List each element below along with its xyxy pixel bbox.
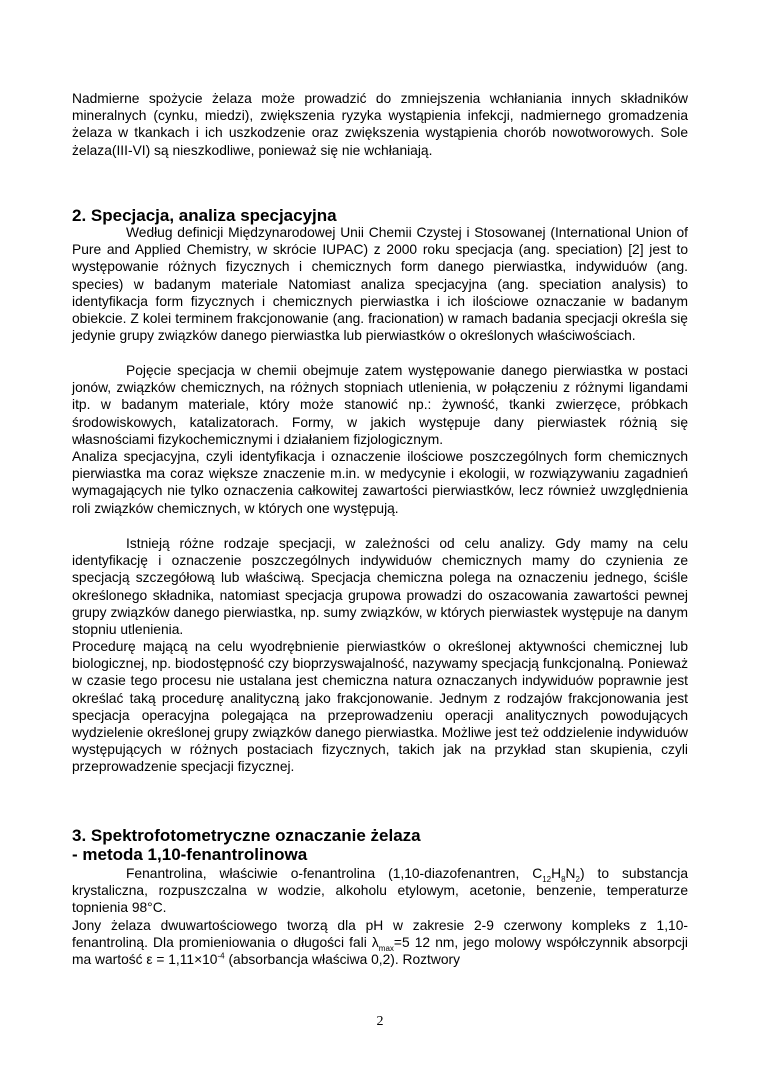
section-2-paragraph-1 — [72, 224, 688, 344]
complex-text-a: Jony żelaza dwuwartościowego tworzą dla pH w zakresie 2-9 czerwony kompleks z 1,10-fenantroliną. Dla promieniowania o długości fali λ — [72, 918, 688, 951]
section-2-paragraph-5: Procedurę mającą na celu wyodrębnienie pierwiastków o określonej aktywności chemicznej lub biologicznej, np. biodostępność czy bioprzyswajalność, nazywamy specjacją funkcjonalną. Ponieważ w czasie tego procesu nie ustalana jest chemiczna natura oznaczanych indywiduów poprawnie jest określać taką procedurę analityczną jako frakcjonowanie. Jednym z rodzajów frakcjonowania jest specjacja operacyjna polegająca na przeprowadzeniu operacji analitycznych powodujących wydzielenie określonej grupy związków danego pierwiastka. Możliwe jest też oddzielenie indywiduów występujących w różnych postaciach fizycznych, takich jak na przykład stan skupienia, czyli przeprowadzenie specjacji fizycznej. — [72, 639, 688, 775]
fenantrolina-text-b: H — [551, 866, 562, 881]
section-3-heading-line-2: - metoda 1,10-fenantrolinowa — [72, 845, 308, 864]
section-2-paragraph-2 — [72, 362, 688, 448]
formula-subscript: 12 — [542, 874, 552, 884]
intro-paragraph: Nadmierne spożycie żelaza może prowadzić do zmniejszenia wchłaniania innych składników mineralnych (cynku, miedzi), zwiększenia ryzyka wystąpienia infekcji, nadmiernego gromadzenia żelaza w tkankach i ich uszkodzenie oraz zwiększenia wystąpienia chorób nowotworowych. Sole żelaza(III-VI) są nieszkodliwe, ponieważ się nie wchłaniają. — [72, 91, 688, 158]
fenantrolina-text-d: ) to substancja krystaliczna, rozpuszczalna w wodzie, alkoholu etylowym, acetonie, benzenie, temperaturze topnienia 98°C. — [72, 866, 688, 916]
fenantrolina-text-a: Fenantrolina, właściwie o-fenantrolina (1,10-diazofenantren, C — [126, 866, 543, 881]
section-3-paragraph-2 — [72, 917, 688, 969]
fenantrolina-text-c: N — [565, 866, 576, 881]
formula-subscript: 2 — [575, 874, 580, 884]
formula-subscript: 8 — [561, 874, 566, 884]
section-2-paragraph-2-text: Pojęcie specjacja w chemii obejmuje zatem występowanie danego pierwiastka w postaci jonów, związków chemicznych, na różnych stopniach utlenienia, w połączeniu z różnymi ligandami itp. w badanym materiale, który może stanowić np.: żywność, tkanki zwierzęce, próbkach środowiskowych, katalizatorach. Formy, w jakich występuje dany pierwiastek różnią się własnościami fizykochemicznymi i działaniem fizjologicznym. — [72, 363, 688, 447]
section-3-heading — [72, 826, 688, 864]
complex-text-c: (absorbancja właściwa 0,2). Roztwory — [224, 952, 461, 968]
section-3-paragraph-1 — [72, 865, 688, 917]
section-2-paragraph-3: Analiza specjacyjna, czyli identyfikacja i oznaczenie ilościowe poszczególnych form chemicznych pierwiastka ma coraz większe znaczenie m.in. w medycynie i ekologii, w rozwiązywaniu zagadnień wymagających nie tylko oznaczenia całkowitej zawartości pierwiastków, lecz również uwzględnienia roli związków chemicznych, w których one występują. — [72, 449, 688, 516]
page-number: 2 — [376, 1014, 384, 1029]
section-2-paragraph-4-text: Istnieją różne rodzaje specjacji, w zależności od celu analizy. Gdy mamy na celu identyfikację i oznaczenie poszczególnych indywiduów chemicznych mamy do czynienia ze specjacją szczegółową lub właściwą. Specjacja chemiczna polega na oznaczeniu jednego, ściśle określonego składnika, natomiast specjacja grupowa prowadzi do oszacowania zawartości pewnej grupy związków danego pierwiastka, np. sumy związków, w których pierwiastek występuje na danym stopniu utlenienia. — [72, 536, 688, 638]
section-2-paragraph-1-text: Według definicji Międzynarodowej Unii Chemii Czystej i Stosowanej (International Union of Pure and Applied Chemistry, w skrócie IUPAC) z 2000 roku specjacja (ang. speciation) [2] jest to występowanie różnych fizycznych i chemicznych form danego pierwiastka, indywiduów (ang. species) w badanym materiale Natomiast analiza specjacyjna (ang. speciation analysis) to identyfikacja form fizycznych i chemicznych pierwiastka i ich ilościowe oznaczanie w badanym obiekcie. Z kolei terminem frakcjonowanie (ang. fracionation) w ramach badania specjacji określa się jedynie grupy związków danego pierwiastka lub pierwiastków o określonych właściwościach. — [72, 225, 688, 344]
exponent-superscript: -4 — [217, 951, 225, 961]
complex-text-b: =5 12 nm, jego molowy współczynnik absorpcji ma wartość ε = 1,11×10 — [72, 935, 688, 968]
section-3-heading-line-1: 3. Spektrofotometryczne oznaczanie żelaza — [72, 826, 421, 845]
section-2-heading: 2. Specjacja, analiza specjacyjna — [72, 206, 337, 225]
section-2-paragraph-4 — [72, 535, 688, 638]
lambda-subscript: max — [378, 943, 394, 953]
